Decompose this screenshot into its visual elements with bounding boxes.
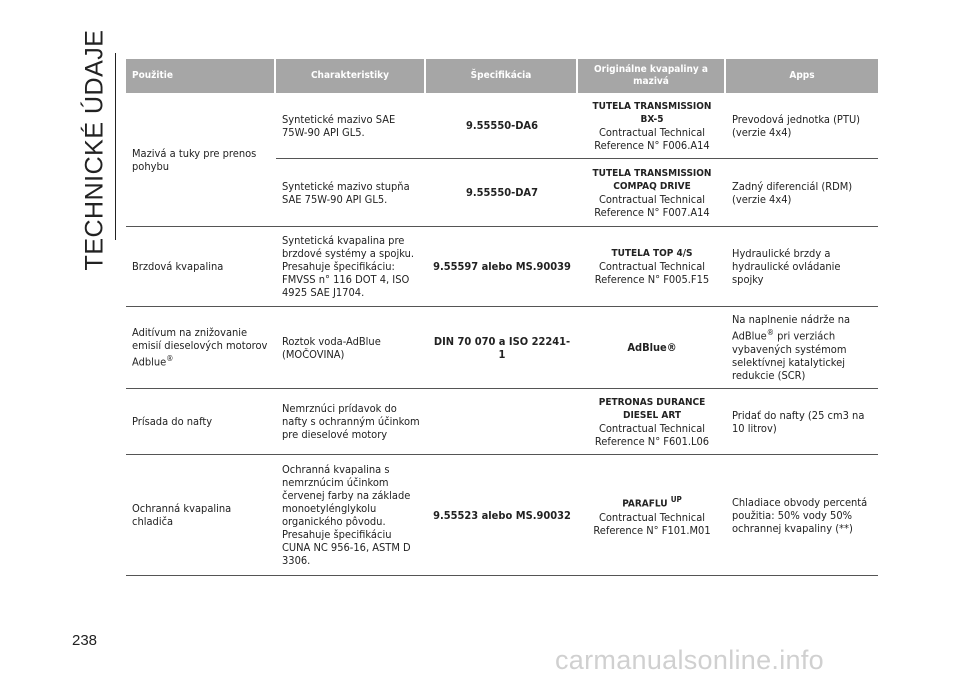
product-name: PETRONAS DURANCE DIESEL ART xyxy=(598,396,706,421)
table-row xyxy=(126,307,878,389)
table-header-row xyxy=(126,59,878,93)
cell-apps: Hydraulické brzdy a hydraulické ovládanie spojky xyxy=(726,227,878,307)
apps-text: Na naplnenie nádrže na AdBlue xyxy=(732,313,851,343)
cell-characteristics: Roztok voda-AdBlue (MOČOVINA) xyxy=(276,307,426,389)
cell-original-fluid xyxy=(578,389,726,455)
registered-mark: ® xyxy=(766,328,774,338)
cell-specification: 9.55597 alebo MS.90039 xyxy=(426,227,578,307)
cell-characteristics: Ochranná kvapalina s nemrznúcim účinkom červenej farby na základe monoetylénglykolu organického pôvodu. Presahuje špecifikáciu CUNA NC 956-16, ASTM D 3306. xyxy=(276,455,426,576)
cell-specification: 9.55550-DA7 xyxy=(426,159,578,227)
cell-original-fluid xyxy=(578,227,726,307)
section-divider xyxy=(115,53,116,240)
cell-specification: 9.55550-DA6 xyxy=(426,93,578,159)
reference-line: Reference N° F007.A14 xyxy=(594,205,710,219)
header-use: Použitie xyxy=(126,59,276,93)
reference-line: Reference N° F101.M01 xyxy=(593,523,711,537)
cell-apps: Pridať do nafty (25 cm3 na 10 litrov) xyxy=(726,389,878,455)
reference-line: Contractual Technical xyxy=(598,510,706,524)
section-title: TECHNICKÉ ÚDAJE xyxy=(80,29,109,271)
product-suffix: UP xyxy=(670,495,682,505)
header-apps: Apps xyxy=(726,59,878,93)
reference-line: Contractual Technical xyxy=(598,192,706,206)
cell-apps: Chladiace obvody percentá použitia: 50% vody 50% ochrannej kvapaliny (**) xyxy=(726,455,878,576)
header-original-fluids: Originálne kvapaliny a mazivá xyxy=(578,59,726,93)
use-text: Aditívum na znižovanie emisií dieselových motorov Adblue xyxy=(132,326,268,369)
header-specification: Špecifikácia xyxy=(426,59,578,93)
cell-characteristics: Syntetické mazivo SAE 75W-90 API GL5. xyxy=(276,93,426,159)
registered-mark: ® xyxy=(166,354,174,364)
reference-line: Reference N° F006.A14 xyxy=(594,138,710,152)
cell-characteristics: Syntetické mazivo stupňa SAE 75W-90 API GL5. xyxy=(276,159,426,227)
watermark: carmanualsonline.info xyxy=(555,645,824,675)
table-row xyxy=(126,93,878,159)
cell-original-fluid: AdBlue® xyxy=(578,307,726,389)
reference-line: Contractual Technical xyxy=(598,260,706,273)
cell-use: Ochranná kvapalina chladiča xyxy=(126,455,276,576)
apps-text: pri verziách vybavených systémom selektívnej katalytickej redukcie (SCR) xyxy=(732,329,847,382)
table-row xyxy=(126,389,878,455)
cell-original-fluid xyxy=(578,159,726,227)
cell-characteristics: Syntetická kvapalina pre brzdové systémy a spojku. Presahuje špecifikáciu: FMVSS n° 116 DOT 4, ISO 4925 SAE J1704. xyxy=(276,227,426,307)
cell-specification xyxy=(426,389,578,455)
cell-specification: 9.55523 alebo MS.90032 xyxy=(426,455,578,576)
cell-use: Mazivá a tuky pre prenos pohybu xyxy=(126,93,276,227)
reference-line: Reference N° F601.L06 xyxy=(594,434,710,448)
product-name: TUTELA TOP 4/S xyxy=(611,248,693,259)
reference-line: Reference N° F005.F15 xyxy=(594,273,710,286)
product-name: PARAFLU $^{UP}$ xyxy=(622,495,682,510)
reference-line: Contractual Technical xyxy=(598,125,706,139)
cell-original-fluid xyxy=(578,455,726,576)
cell-use: Brzdová kvapalina xyxy=(126,227,276,307)
cell-apps: Zadný diferenciál (RDM) (verzie 4x4) xyxy=(726,159,878,227)
cell-use xyxy=(126,307,276,389)
table-row xyxy=(126,227,878,307)
page-number: 238 xyxy=(72,632,98,649)
cell-apps xyxy=(726,307,878,389)
cell-apps: Prevodová jednotka (PTU) (verzie 4x4) xyxy=(726,93,878,159)
cell-original-fluid xyxy=(578,93,726,159)
cell-characteristics: Nemrznúci prídavok do nafty s ochranným účinkom pre dieselové motory xyxy=(276,389,426,455)
table-row xyxy=(126,455,878,576)
cell-specification: DIN 70 070 a ISO 22241-1 xyxy=(426,307,578,389)
product-name: TUTELA TRANSMISSION COMPAQ DRIVE xyxy=(592,167,712,192)
header-characteristics: Charakteristiky xyxy=(276,59,426,93)
fluids-table xyxy=(126,59,878,576)
reference-line: Contractual Technical xyxy=(598,421,706,435)
cell-use: Prísada do nafty xyxy=(126,389,276,455)
product-name: TUTELA TRANSMISSION BX-5 xyxy=(592,100,712,125)
